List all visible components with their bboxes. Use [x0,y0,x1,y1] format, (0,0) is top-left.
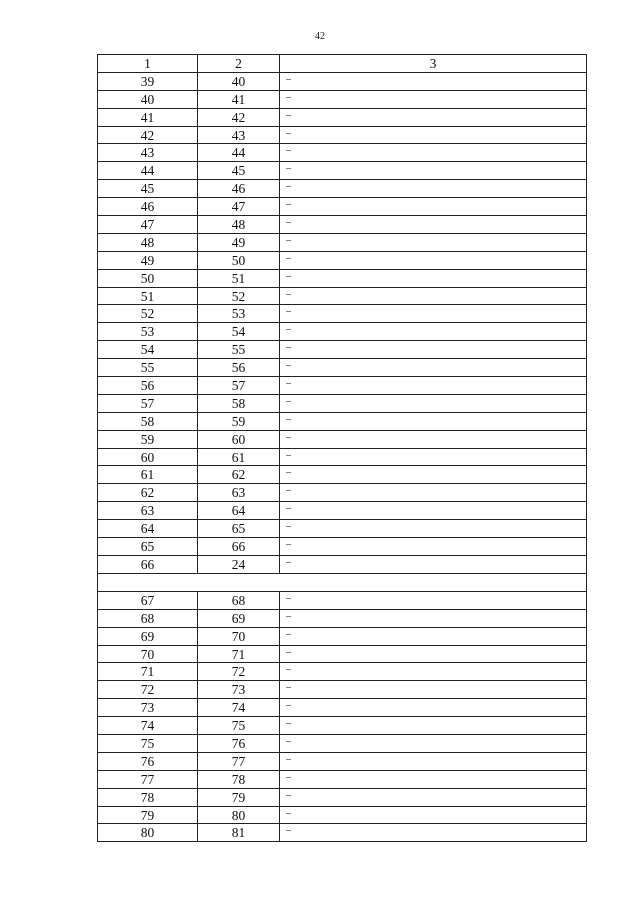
table-cell-col-2: 70 [198,628,280,645]
table-cell-col-3: – [286,324,291,336]
table-cell-col-3: – [286,288,291,300]
table-cell-col-1: 76 [98,753,198,770]
table-cell-col-1: 57 [98,395,198,412]
column-header-1: 1 [98,55,198,72]
table-cell-col-2: 60 [198,431,280,448]
table-cell-col-2: 49 [198,234,280,251]
table-cell-col-3: – [286,556,291,568]
table-row [97,789,587,807]
table-cell-col-3: – [286,127,291,139]
table-cell-col-1: 39 [98,73,198,90]
table-cell-col-3: – [286,807,291,819]
table-row [97,91,587,109]
table-cell-col-1: 49 [98,252,198,269]
table-cell-col-1: 50 [98,270,198,287]
table-cell-col-2: 48 [198,216,280,233]
table-row [97,234,587,252]
table-cell-col-1: 60 [98,449,198,466]
table-section-a [97,73,587,574]
table-cell-col-3: – [286,771,291,783]
table-row [97,395,587,413]
table-cell-col-3: – [286,485,291,497]
table-cell-col-2: 65 [198,520,280,537]
table-row [97,216,587,234]
table-row [97,341,587,359]
table-cell-col-1: 53 [98,323,198,340]
table-cell-col-1: 71 [98,663,198,680]
table-cell-col-2: 41 [198,91,280,108]
table-cell-col-2: 57 [198,377,280,394]
table-cell-col-3: – [286,664,291,676]
table-cell-col-2: 71 [198,646,280,663]
table-cell-col-2: 75 [198,717,280,734]
table-row [97,681,587,699]
table-cell-col-3: – [286,378,291,390]
table-cell-col-2: 69 [198,610,280,627]
table-cell-col-2: 24 [198,556,280,573]
table-cell-col-1: 62 [98,484,198,501]
table-row [97,377,587,395]
table-cell-col-2: 45 [198,162,280,179]
table-cell-col-2: 77 [198,753,280,770]
table-cell-col-3: – [286,825,291,837]
table-cell-col-1: 66 [98,556,198,573]
table-cell-col-1: 41 [98,109,198,126]
table-cell-col-1: 47 [98,216,198,233]
table-cell-col-2: 78 [198,771,280,788]
table-cell-col-2: 55 [198,341,280,358]
table-cell-col-3: – [286,539,291,551]
page-number: 42 [315,31,325,42]
table-cell-col-2: 74 [198,699,280,716]
table-cell-col-2: 42 [198,109,280,126]
table-cell-col-1: 63 [98,502,198,519]
table-row [97,252,587,270]
table-cell-col-3: – [286,109,291,121]
table-cell-col-3: – [286,145,291,157]
table-cell-col-1: 51 [98,288,198,305]
table-cell-col-2: 54 [198,323,280,340]
table-row [97,180,587,198]
table-cell-col-1: 72 [98,681,198,698]
table-cell-col-1: 77 [98,771,198,788]
table-cell-col-2: 46 [198,180,280,197]
data-table [97,54,587,842]
table-cell-col-3: – [286,252,291,264]
table-cell-col-1: 55 [98,359,198,376]
table-row [97,198,587,216]
table-cell-col-1: 44 [98,162,198,179]
table-cell-col-3: – [286,521,291,533]
table-row [97,753,587,771]
table-header-row [97,55,587,73]
table-cell-col-1: 52 [98,305,198,322]
table-cell-col-3: – [286,718,291,730]
table-cell-col-3: – [286,610,291,622]
table-cell-col-2: 76 [198,735,280,752]
table-cell-col-3: – [286,682,291,694]
table-cell-col-3: – [286,73,291,85]
table-row [97,556,587,574]
table-row [97,449,587,467]
table-cell-col-3: – [286,467,291,479]
table-cell-col-1: 78 [98,789,198,806]
table-cell-col-3: – [286,306,291,318]
table-cell-col-3: – [286,449,291,461]
table-row [97,699,587,717]
table-cell-col-2: 79 [198,789,280,806]
table-row [97,144,587,162]
table-cell-col-3: – [286,270,291,282]
table-row [97,109,587,127]
table-row [97,771,587,789]
table-cell-col-1: 45 [98,180,198,197]
column-header-2: 2 [198,55,280,72]
table-row [97,592,587,610]
table-row [97,73,587,91]
table-cell-col-1: 65 [98,538,198,555]
table-cell-col-3: – [286,360,291,372]
table-row [97,288,587,306]
table-cell-col-2: 44 [198,144,280,161]
table-row [97,413,587,431]
table-cell-col-1: 70 [98,646,198,663]
table-cell-col-3: – [286,646,291,658]
table-cell-col-2: 50 [198,252,280,269]
table-cell-col-3: – [286,181,291,193]
table-cell-col-3: – [286,234,291,246]
table-cell-col-1: 48 [98,234,198,251]
table-cell-col-1: 67 [98,592,198,609]
table-cell-col-1: 42 [98,127,198,144]
table-row [97,646,587,664]
table-cell-col-1: 61 [98,466,198,483]
table-cell-col-3: – [286,503,291,515]
table-row [97,466,587,484]
table-cell-col-1: 68 [98,610,198,627]
table-cell-col-2: 53 [198,305,280,322]
column-header-3: 3 [429,56,437,71]
table-row [97,305,587,323]
table-cell-col-2: 56 [198,359,280,376]
table-cell-col-3: – [286,413,291,425]
table-section-separator [97,574,587,592]
table-cell-col-2: 51 [198,270,280,287]
table-cell-col-3: – [286,789,291,801]
table-cell-col-3: – [286,395,291,407]
table-cell-col-3: – [286,217,291,229]
table-row [97,431,587,449]
table-cell-col-2: 59 [198,413,280,430]
table-cell-col-1: 54 [98,341,198,358]
table-cell-col-3: – [286,700,291,712]
table-cell-col-2: 40 [198,73,280,90]
table-cell-col-3: – [286,199,291,211]
table-row [97,663,587,681]
table-cell-col-1: 79 [98,807,198,824]
table-row [97,359,587,377]
table-row [97,538,587,556]
table-cell-col-1: 59 [98,431,198,448]
table-cell-col-2: 63 [198,484,280,501]
table-cell-col-1: 43 [98,144,198,161]
table-cell-col-3: – [286,628,291,640]
table-cell-col-1: 75 [98,735,198,752]
table-cell-col-3: – [286,753,291,765]
table-cell-col-1: 73 [98,699,198,716]
table-cell-col-2: 81 [198,824,280,841]
table-row [97,520,587,538]
table-section-b [97,592,587,842]
table-cell-col-3: – [286,431,291,443]
table-cell-col-1: 56 [98,377,198,394]
table-row [97,717,587,735]
table-cell-col-2: 47 [198,198,280,215]
table-cell-col-2: 58 [198,395,280,412]
table-cell-col-2: 64 [198,502,280,519]
table-row [97,484,587,502]
table-cell-col-2: 68 [198,592,280,609]
table-row [97,127,587,145]
table-cell-col-2: 61 [198,449,280,466]
table-cell-col-1: 40 [98,91,198,108]
table-cell-col-3: – [286,592,291,604]
table-row [97,502,587,520]
table-row [97,610,587,628]
table-cell-col-3: – [286,342,291,354]
table-cell-col-2: 52 [198,288,280,305]
table-cell-col-2: 72 [198,663,280,680]
table-row [97,270,587,288]
table-row [97,807,587,825]
table-cell-col-3: – [286,163,291,175]
table-cell-col-1: 74 [98,717,198,734]
table-cell-col-2: 80 [198,807,280,824]
table-cell-col-1: 64 [98,520,198,537]
table-row [97,323,587,341]
table-row [97,735,587,753]
table-cell-col-2: 62 [198,466,280,483]
table-row [97,824,587,842]
table-row [97,162,587,180]
table-cell-col-1: 80 [98,824,198,841]
table-cell-col-1: 46 [98,198,198,215]
table-cell-col-2: 66 [198,538,280,555]
table-row [97,628,587,646]
table-cell-col-3: – [286,91,291,103]
table-cell-col-2: 43 [198,127,280,144]
table-cell-col-1: 58 [98,413,198,430]
table-cell-col-1: 69 [98,628,198,645]
table-cell-col-3: – [286,735,291,747]
table-cell-col-2: 73 [198,681,280,698]
